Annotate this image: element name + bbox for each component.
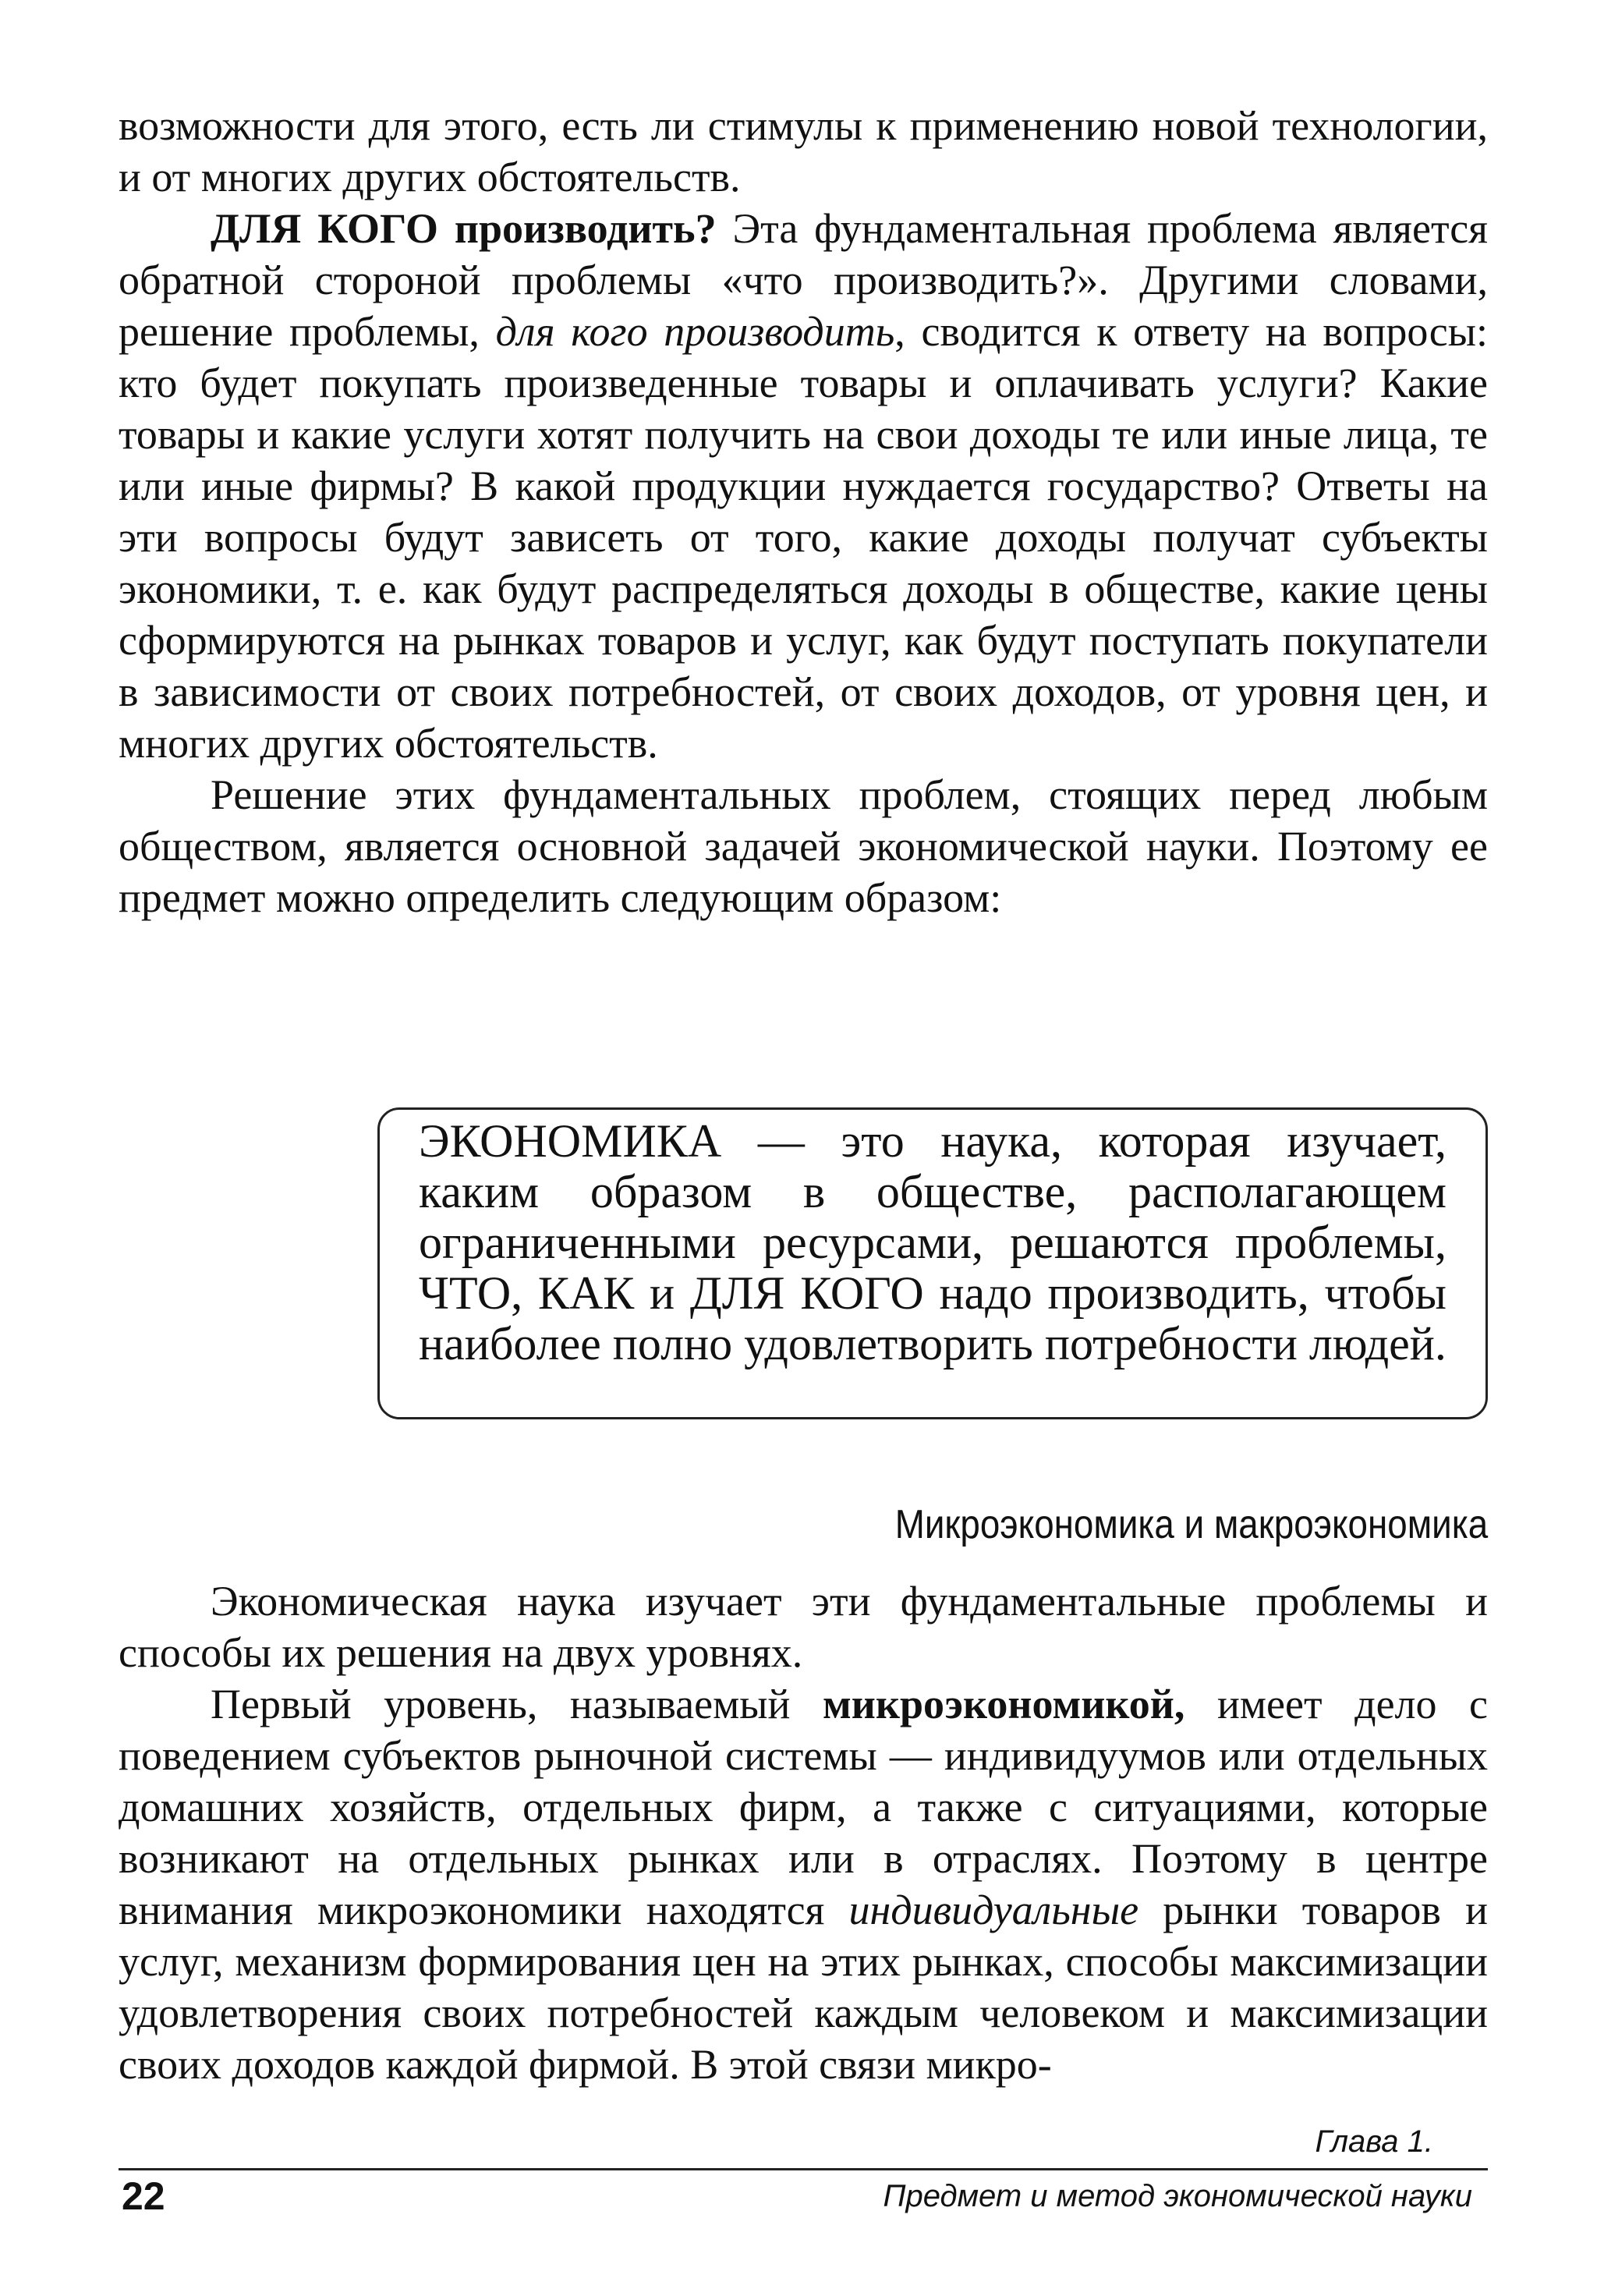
italic-term: индивидуальные <box>848 1887 1139 1933</box>
running-footer-chapter: Глава 1. <box>1315 2124 1433 2159</box>
paragraph-text: Первый уровень, называемый <box>211 1681 823 1727</box>
paragraph-for-whom <box>119 203 1488 769</box>
paragraph-two-levels: Экономическая наука изучает эти фундаментальные проблемы и способы их решения на двух уровнях. <box>119 1578 1488 1676</box>
running-footer-title: Предмет и метод экономической науки <box>883 2179 1472 2213</box>
bold-lead-phrase: ДЛЯ КОГО производить? <box>211 205 717 252</box>
definition-box <box>377 1107 1488 1419</box>
paragraph-microeconomics <box>119 1678 1488 2090</box>
section-heading: Микроэкономика и макроэкономика <box>894 1502 1488 1547</box>
paragraph-text: , сводится к ответу на вопросы: кто будет покупать произведенные товары и оплачивать услуги? Какие товары и какие услуги хотят получить на свои доходы те или иные лица, те или иные фирмы? В какой продукции нуждается государство? Ответы на эти вопросы будут зависеть от того, какие доходы получат субъекты экономики, т. е. как будут распределяться доходы в обществе, какие цены сформируются на рынках товаров и услуг, как будут поступать покупатели в зависимости от своих потребностей, от своих доходов, от уровня цен, и многих других обстоятельств. <box>119 308 1488 767</box>
paragraph-continuation: возможности для этого, есть ли стимулы к применению новой технологии, и от многих других обстоятельств. <box>119 102 1488 200</box>
italic-phrase: для кого производить <box>495 308 895 355</box>
section-text <box>119 1575 1488 2090</box>
paragraph-text: имеет дело с поведением субъектов рыночной системы — индивидуумов или отдельных домашних хозяйств, отдельных фирм, а также с ситуациями, которые возникают на отдельных рынках или в отраслях. Поэтому в центре внимания микроэкономики находятся <box>119 1681 1488 1933</box>
paragraph-text: Эта фундаментальная проблема является обратной стороной проблемы «что производить?». Другими словами, решение проблемы, <box>119 205 1489 355</box>
page-number: 22 <box>122 2174 165 2218</box>
paragraph-text: рынки товаров и услуг, механизм формирования цен на этих рынках, способы максимизации удовлетворения своих потребностей каждым человеком и максимизации своих доходов каждой фирмой. В этой связи микро- <box>119 1887 1488 2088</box>
main-text <box>119 100 1488 923</box>
bold-term: микроэкономикой, <box>822 1681 1185 1727</box>
paragraph-subject: Решение этих фундаментальных проблем, стоящих перед любым обществом, является основной задачей экономической науки. Поэтому ее предмет можно определить следующим образом: <box>119 771 1488 921</box>
footer-divider <box>119 2168 1488 2170</box>
economics-definition: ЭКОНОМИКА — это наука, которая изучает, каким образом в обществе, располагающем ограниченными ресурсами, решаются проблемы, ЧТО, КАК и ДЛЯ КОГО надо производить, чтобы наиболее полно удовлетворить потребности людей. <box>419 1115 1447 1369</box>
